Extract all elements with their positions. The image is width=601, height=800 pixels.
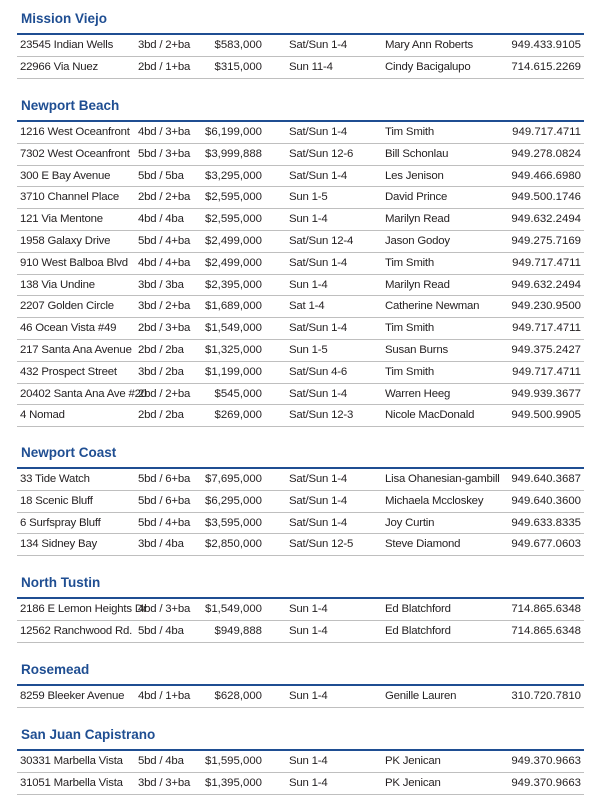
- listing-row: [17, 361, 584, 384]
- listing-price: $1,549,000: [204, 603, 262, 615]
- listing-price: $1,595,000: [204, 755, 262, 767]
- listing-agent-name: Les Jenison: [385, 169, 444, 182]
- listing-open-house-time: Sat/Sun 12-5: [289, 538, 354, 551]
- listing-bedrooms-baths: 4bd / 1+ba: [138, 690, 191, 702]
- listing-address: 138 Via Undine: [20, 278, 95, 291]
- listing-price: $1,549,000: [204, 322, 262, 335]
- listing-agent-name: Tim Smith: [385, 365, 435, 378]
- listing-address: 432 Prospect Street: [20, 365, 117, 378]
- listing-agent-phone: 949.640.3600: [511, 494, 581, 507]
- listing-price: $6,199,000: [204, 126, 262, 138]
- listing-bedrooms-baths: 4bd / 4ba: [138, 213, 184, 226]
- listing-open-house-time: Sun 1-4: [289, 776, 328, 789]
- listing-address: 3710 Channel Place: [20, 191, 119, 204]
- listing-row: [17, 186, 584, 209]
- listing-open-house-time: Sun 1-4: [289, 690, 328, 702]
- listing-open-house-time: Sat/Sun 1-4: [289, 473, 347, 485]
- listing-price: $1,325,000: [204, 344, 262, 356]
- section-title: North Tustin: [21, 575, 101, 590]
- listing-open-house-time: Sat/Sun 1-4: [289, 322, 347, 335]
- listing-address: 7302 West Oceanfront: [20, 147, 130, 160]
- listing-address: 8259 Bleeker Avenue: [20, 690, 125, 702]
- listing-bedrooms-baths: 3bd / 3ba: [138, 278, 184, 291]
- listing-agent-phone: 310.720.7810: [511, 690, 581, 702]
- listing-agent-phone: 949.632.2494: [511, 213, 581, 226]
- listing-row: [17, 274, 584, 297]
- listing-agent-phone: 949.230.9500: [511, 300, 581, 313]
- listing-bedrooms-baths: 3bd / 2ba: [138, 365, 184, 378]
- listing-row: [17, 620, 584, 643]
- listing-price: $7,695,000: [204, 473, 262, 485]
- listing-row: [17, 143, 584, 166]
- listing-agent-name: Bill Schonlau: [385, 147, 449, 160]
- listing-price: $2,595,000: [204, 191, 262, 204]
- listing-open-house-time: Sat 1-4: [289, 300, 325, 313]
- listing-open-house-time: Sat/Sun 1-4: [289, 494, 347, 507]
- listing-price: $2,850,000: [204, 538, 262, 551]
- listing-agent-name: Cindy Bacigalupo: [385, 60, 471, 73]
- listing-agent-phone: 949.640.3687: [511, 473, 581, 485]
- listing-agent-phone: 949.717.4711: [512, 256, 581, 269]
- listing-bedrooms-baths: 5bd / 6+ba: [138, 494, 191, 507]
- listing-address: 30331 Marbella Vista: [20, 755, 123, 767]
- listing-agent-phone: 714.865.6348: [511, 624, 581, 637]
- listing-row: [17, 252, 584, 275]
- listing-open-house-time: Sat/Sun 1-4: [289, 516, 347, 529]
- listing-open-house-time: Sun 1-4: [289, 624, 328, 637]
- listing-address: 217 Santa Ana Avenue: [20, 344, 132, 356]
- listing-agent-phone: 714.615.2269: [511, 60, 581, 73]
- listing-agent-phone: 949.633.8335: [511, 516, 581, 529]
- listing-bedrooms-baths: 4bd / 3+ba: [138, 603, 191, 615]
- listing-agent-name: Tim Smith: [385, 126, 435, 138]
- listing-price: $269,000: [214, 409, 262, 422]
- listing-row: [17, 750, 584, 773]
- listing-price: $2,499,000: [204, 235, 262, 247]
- listing-address: 23545 Indian Wells: [20, 39, 114, 51]
- listing-agent-name: Tim Smith: [385, 256, 435, 269]
- listing-price: $949,888: [214, 624, 262, 637]
- listing-row: [17, 533, 584, 556]
- listing-agent-phone: 949.275.7169: [511, 235, 581, 247]
- listing-address: 910 West Balboa Blvd: [20, 256, 128, 269]
- listing-bedrooms-baths: 2bd / 2ba: [138, 344, 184, 356]
- listing-address: 6 Surfspray Bluff: [20, 516, 101, 529]
- listing-row: [17, 685, 584, 708]
- listing-bedrooms-baths: 5bd / 4+ba: [138, 516, 191, 529]
- listing-row: [17, 317, 584, 340]
- listing-bedrooms-baths: 3bd / 2+ba: [138, 300, 191, 313]
- listing-agent-name: Ed Blatchford: [385, 624, 451, 637]
- listing-row: [17, 295, 584, 318]
- listing-address: 46 Ocean Vista #49: [20, 322, 117, 335]
- listing-bedrooms-baths: 3bd / 4ba: [138, 538, 184, 551]
- listing-bedrooms-baths: 2bd / 2ba: [138, 409, 184, 422]
- listing-agent-name: Marilyn Read: [385, 278, 450, 291]
- listing-address: 134 Sidney Bay: [20, 538, 97, 551]
- listing-open-house-time: Sat/Sun 1-4: [289, 169, 347, 182]
- listing-agent-phone: 949.677.0603: [511, 538, 581, 551]
- listing-agent-phone: 949.717.4711: [512, 322, 581, 335]
- listing-address: 12562 Ranchwood Rd.: [20, 624, 133, 637]
- listing-agent-name: Tim Smith: [385, 322, 435, 335]
- listing-agent-name: Genille Lauren: [385, 690, 457, 702]
- listing-bedrooms-baths: 2bd / 3+ba: [138, 322, 191, 335]
- listing-row: [17, 468, 584, 491]
- listing-agent-phone: 949.939.3677: [511, 387, 581, 400]
- listing-price: $6,295,000: [204, 494, 262, 507]
- listing-agent-phone: 949.717.4711: [512, 126, 581, 138]
- listing-row: [17, 34, 584, 57]
- listing-open-house-time: Sun 1-5: [289, 191, 328, 204]
- listing-row: [17, 772, 584, 795]
- listing-open-house-time: Sun 1-4: [289, 278, 328, 291]
- listing-bedrooms-baths: 4bd / 3+ba: [138, 126, 191, 138]
- listing-agent-name: Jason Godoy: [385, 235, 450, 247]
- listing-bedrooms-baths: 4bd / 4+ba: [138, 256, 191, 269]
- listing-agent-phone: 949.433.9105: [511, 39, 581, 51]
- listing-agent-phone: 949.375.2427: [511, 344, 581, 356]
- listing-address: 1958 Galaxy Drive: [20, 235, 111, 247]
- listing-agent-phone: 949.466.6980: [511, 169, 581, 182]
- listing-address: 33 Tide Watch: [20, 473, 90, 485]
- listing-address: 22966 Via Nuez: [20, 60, 99, 73]
- listing-bedrooms-baths: 5bd / 4+ba: [138, 235, 191, 247]
- listing-agent-phone: 949.278.0824: [511, 147, 581, 160]
- listing-open-house-time: Sat/Sun 12-3: [289, 409, 354, 422]
- listing-agent-name: PK Jenican: [385, 755, 441, 767]
- listing-agent-name: David Prince: [385, 191, 448, 204]
- listing-bedrooms-baths: 5bd / 5ba: [138, 169, 184, 182]
- listing-price: $3,999,888: [204, 147, 262, 160]
- listing-price: $2,499,000: [204, 256, 262, 269]
- listing-open-house-time: Sat/Sun 1-4: [289, 39, 347, 51]
- listing-address: 121 Via Mentone: [20, 213, 103, 226]
- listing-agent-name: Joy Curtin: [385, 516, 435, 529]
- listing-row: [17, 121, 584, 144]
- listing-open-house-time: Sat/Sun 4-6: [289, 365, 347, 378]
- listing-open-house-time: Sun 1-4: [289, 755, 328, 767]
- listing-bedrooms-baths: 5bd / 4ba: [138, 755, 184, 767]
- listing-row: [17, 383, 584, 406]
- listing-row: [17, 56, 584, 79]
- listing-open-house-time: Sat/Sun 1-4: [289, 126, 347, 138]
- listing-open-house-time: Sat/Sun 1-4: [289, 387, 347, 400]
- listing-agent-phone: 949.370.9663: [511, 776, 581, 789]
- listing-address: 31051 Marbella Vista: [20, 776, 123, 789]
- listing-address: 1216 West Oceanfront: [20, 126, 130, 138]
- listing-agent-name: Mary Ann Roberts: [385, 39, 473, 51]
- listing-price: $1,199,000: [204, 365, 262, 378]
- listing-bedrooms-baths: 3bd / 3+ba: [138, 776, 191, 789]
- listing-row: [17, 339, 584, 362]
- listing-address: 2207 Golden Circle: [20, 300, 114, 313]
- listing-bedrooms-baths: 2bd / 1+ba: [138, 60, 191, 73]
- listing-price: $315,000: [214, 60, 262, 73]
- listing-agent-name: Nicole MacDonald: [385, 409, 475, 422]
- listing-address: 300 E Bay Avenue: [20, 169, 111, 182]
- listing-bedrooms-baths: 2bd / 2+ba: [138, 387, 191, 400]
- listing-agent-phone: 949.500.1746: [511, 191, 581, 204]
- listing-row: [17, 165, 584, 188]
- listing-price: $3,295,000: [204, 169, 262, 182]
- listing-row: [17, 208, 584, 231]
- listing-agent-name: Catherine Newman: [385, 300, 480, 313]
- listing-price: $3,595,000: [204, 516, 262, 529]
- listing-open-house-time: Sun 1-5: [289, 344, 328, 356]
- listing-row: [17, 230, 584, 253]
- listing-price: $583,000: [214, 39, 262, 51]
- listing-agent-phone: 949.500.9905: [511, 409, 581, 422]
- listing-agent-name: Ed Blatchford: [385, 603, 451, 615]
- listing-agent-phone: 714.865.6348: [511, 603, 581, 615]
- listing-address: 20402 Santa Ana Ave #20: [20, 387, 147, 400]
- listing-price: $2,395,000: [204, 278, 262, 291]
- listing-bedrooms-baths: 5bd / 6+ba: [138, 473, 191, 485]
- listing-agent-name: Lisa Ohanesian-gambill: [385, 473, 500, 485]
- listing-row: [17, 598, 584, 621]
- section-title: Rosemead: [21, 662, 90, 677]
- listing-price: $628,000: [214, 690, 262, 702]
- listing-address: 4 Nomad: [20, 409, 65, 422]
- listing-bedrooms-baths: 2bd / 2+ba: [138, 191, 191, 204]
- listing-open-house-time: Sun 11-4: [289, 60, 333, 73]
- listing-bedrooms-baths: 5bd / 3+ba: [138, 147, 191, 160]
- listing-bedrooms-baths: 5bd / 4ba: [138, 624, 184, 637]
- listing-open-house-time: Sat/Sun 12-4: [289, 235, 354, 247]
- listing-open-house-time: Sat/Sun 1-4: [289, 256, 347, 269]
- listing-agent-name: PK Jenican: [385, 776, 441, 789]
- section-title: Newport Beach: [21, 98, 120, 113]
- listing-price: $545,000: [214, 387, 262, 400]
- listing-address: 2186 E Lemon Heights Dr: [20, 603, 147, 615]
- listing-address: 18 Scenic Bluff: [20, 494, 93, 507]
- listing-agent-phone: 949.717.4711: [512, 365, 581, 378]
- section-title: Mission Viejo: [21, 11, 108, 26]
- listing-open-house-time: Sun 1-4: [289, 603, 328, 615]
- listing-agent-phone: 949.370.9663: [511, 755, 581, 767]
- listing-agent-name: Michaela Mccloskey: [385, 494, 484, 507]
- listing-price: $2,595,000: [204, 213, 262, 226]
- listing-agent-phone: 949.632.2494: [511, 278, 581, 291]
- listing-row: [17, 404, 584, 427]
- listing-row: [17, 490, 584, 513]
- listing-agent-name: Marilyn Read: [385, 213, 450, 226]
- section-title: San Juan Capistrano: [21, 727, 156, 742]
- listing-bedrooms-baths: 3bd / 2+ba: [138, 39, 191, 51]
- listing-row: [17, 512, 584, 535]
- listing-price: $1,395,000: [204, 776, 262, 789]
- listing-agent-name: Steve Diamond: [385, 538, 461, 551]
- listing-price: $1,689,000: [204, 300, 262, 313]
- section-title: Newport Coast: [21, 445, 117, 460]
- listing-agent-name: Warren Heeg: [385, 387, 451, 400]
- listing-agent-name: Susan Burns: [385, 344, 449, 356]
- listing-open-house-time: Sat/Sun 12-6: [289, 147, 354, 160]
- listing-open-house-time: Sun 1-4: [289, 213, 328, 226]
